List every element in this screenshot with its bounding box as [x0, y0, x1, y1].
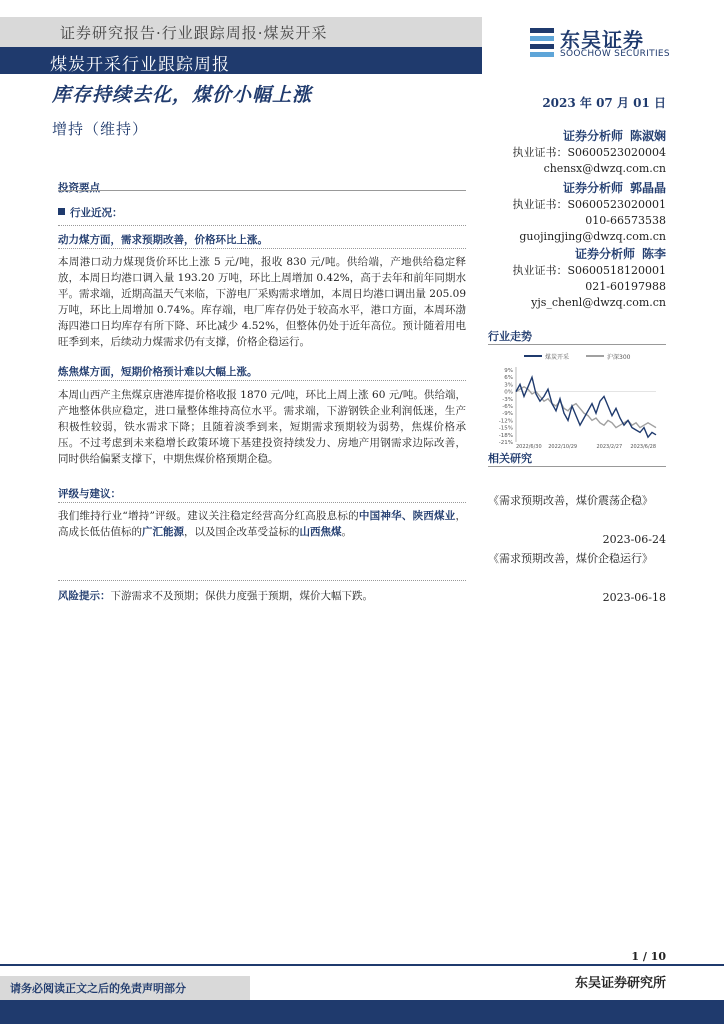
y-tick-label: -21%	[498, 440, 513, 446]
industry-trend-chart	[488, 350, 666, 450]
y-tick-label: 0%	[504, 389, 513, 396]
rating: 增持（维持）	[52, 120, 149, 138]
report-title-bar	[0, 47, 482, 74]
footer-band	[0, 1000, 724, 1024]
analyst-phone: 021-60197988	[585, 280, 666, 293]
analyst-block	[512, 246, 666, 311]
company-logo	[528, 24, 678, 64]
logo-mark-icon	[528, 26, 556, 62]
analyst-email[interactable]: chensx@dwzq.com.cn	[543, 162, 666, 175]
advice-text: 我们维持行业“增持”评级。建议关注稳定经营高分红高股息标的	[58, 510, 359, 522]
y-tick-label: -9%	[502, 411, 513, 418]
analyst-name: 陈淑娴	[629, 129, 666, 143]
x-tick-label: 2022/6/30	[516, 444, 542, 450]
headline: 库存持续去化，煤价小幅上涨	[52, 84, 313, 106]
x-tick-label: 2022/10/29	[548, 444, 578, 450]
analyst-email[interactable]: yjs_chenl@dwzq.com.cn	[531, 296, 666, 309]
stock-highlight: 广汇能源	[142, 526, 184, 538]
series-line	[516, 387, 656, 428]
x-tick-label: 2023/2/27	[596, 444, 623, 450]
risk-section	[58, 588, 466, 604]
footer-divider	[0, 964, 724, 966]
divider	[58, 580, 466, 581]
y-tick-label: 9%	[504, 368, 513, 374]
divider	[58, 248, 466, 249]
coking-coal-text: 本周山西产主焦煤京唐港库提价格收报 1870 元/吨，环比上周上涨 60 元/吨。供给端，产地整体供应稳定，进口量整体维持高位水平。需求端，下游钢铁企业利润低迷，生产积极性较弱，铁水需求下降；且随着淡季到来，短期需求预期较为弱势，焦煤价格承压。不过考虑到未来稳增长政策环境下基建投资持续发力、房地产用钢需求边际改善，同时供给偏紧支撑下，中期焦煤价格预期企稳。	[58, 389, 466, 465]
page-number: 1 / 10	[631, 950, 666, 963]
institute-name: 东吴证券研究所	[574, 976, 666, 991]
thermal-coal-text: 本周港口动力煤现货价环比上涨 5 元/吨，报收 830 元/吨。供给端，产地供给稳定释放，本周日均港口调入量 193.20 万吨，环比上周增加 0.42%，高于去年和前年同期水平。需求端，近期高温天气来临，下游电厂采购需求增加，本周日均港口调出量 205.09 万吨，环比上周增加 0.74%。库存端，电厂库存仍处于较高水平，港口方面，本周环渤海四港口日均库存有所下降、环比减少 4.52%，但整体仍处于近年高位。预计随着用电旺季到来，后续动力煤需求仍有支撑，价格企稳运行。	[58, 256, 466, 348]
report-date: 2023 年 07 月 01 日	[542, 96, 666, 110]
analyst-cert: 执业证书：S0600523020001	[512, 198, 666, 211]
analyst-name: 陈李	[641, 247, 666, 261]
analyst-cert: 执业证书：S0600518120001	[512, 264, 666, 277]
analyst-role: 证券分析师	[574, 247, 635, 261]
related-item-title[interactable]: 《需求预期改善，煤价企稳运行》	[488, 552, 653, 565]
stock-highlight: 山西焦煤	[299, 526, 342, 538]
analyst-role: 证券分析师	[562, 181, 623, 195]
industry-label: 行业近况：	[70, 207, 123, 219]
y-tick-label: 3%	[504, 382, 513, 389]
y-tick-label: -15%	[498, 425, 513, 432]
analyst-phone: 010-66573538	[585, 214, 666, 227]
analyst-cert: 执业证书：S0600523020004	[512, 146, 666, 159]
related-item-date: 2023-06-24	[602, 533, 666, 546]
trend-title: 行业走势	[488, 330, 532, 343]
y-tick-label: -6%	[502, 404, 513, 410]
divider	[488, 466, 666, 467]
stock-highlight: 中国神华、陕西煤业	[358, 510, 456, 522]
analyst-block	[512, 180, 666, 245]
risk-label: 风险提示：	[58, 590, 111, 602]
divider	[58, 380, 466, 381]
y-tick-label: -3%	[502, 396, 513, 403]
divider	[58, 225, 466, 226]
related-item-title[interactable]: 《需求预期改善，煤价震荡企稳》	[488, 494, 653, 507]
analyst-block	[512, 128, 666, 177]
key-points-label: 投资要点	[58, 182, 100, 194]
divider	[58, 190, 466, 191]
breadcrumb: 证券研究报告·行业跟踪周报·煤炭开采	[60, 24, 328, 42]
y-tick-label: 6%	[504, 375, 513, 382]
divider	[58, 502, 466, 503]
x-tick-label: 2023/6/28	[630, 444, 656, 450]
disclaimer-bar	[0, 976, 250, 1000]
logo-text: 东吴证券	[560, 28, 644, 52]
rating-advice-title: 评级与建议：	[58, 488, 121, 500]
advice-text: ，高成长低估值标的	[58, 510, 466, 538]
industry-section	[58, 205, 466, 221]
legend-label: 煤炭开采	[545, 354, 570, 361]
series-line	[516, 377, 656, 437]
advice-text: ，以及国企改革受益标的	[184, 526, 300, 538]
logo-subtext: SOOCHOW SECURITIES	[560, 49, 670, 59]
y-tick-label: -18%	[498, 432, 513, 439]
advice-text: 。	[341, 526, 352, 538]
breadcrumb-bar	[0, 17, 482, 47]
related-title: 相关研究	[488, 452, 532, 465]
analyst-role: 证券分析师	[562, 129, 623, 143]
related-item-date: 2023-06-18	[602, 591, 666, 604]
coking-coal-title: 炼焦煤方面，短期价格预计难以大幅上涨。	[58, 366, 258, 378]
thermal-coal-title: 动力煤方面，需求预期改善，价格环比上涨。	[58, 234, 268, 246]
divider	[488, 344, 666, 345]
analyst-email[interactable]: guojingjing@dwzq.com.cn	[519, 230, 666, 243]
y-tick-label: -12%	[498, 418, 513, 425]
rating-advice-text	[58, 508, 466, 540]
square-bullet-icon	[58, 208, 65, 215]
disclaimer: 请务必阅读正文之后的免责声明部分	[10, 982, 186, 995]
report-title: 煤炭开采行业跟踪周报	[50, 55, 230, 75]
risk-text: 下游需求不及预期；保供力度强于预期，煤价大幅下跌。	[110, 590, 373, 602]
analyst-name: 郭晶晶	[629, 181, 666, 195]
legend-label: 沪深300	[607, 354, 631, 361]
